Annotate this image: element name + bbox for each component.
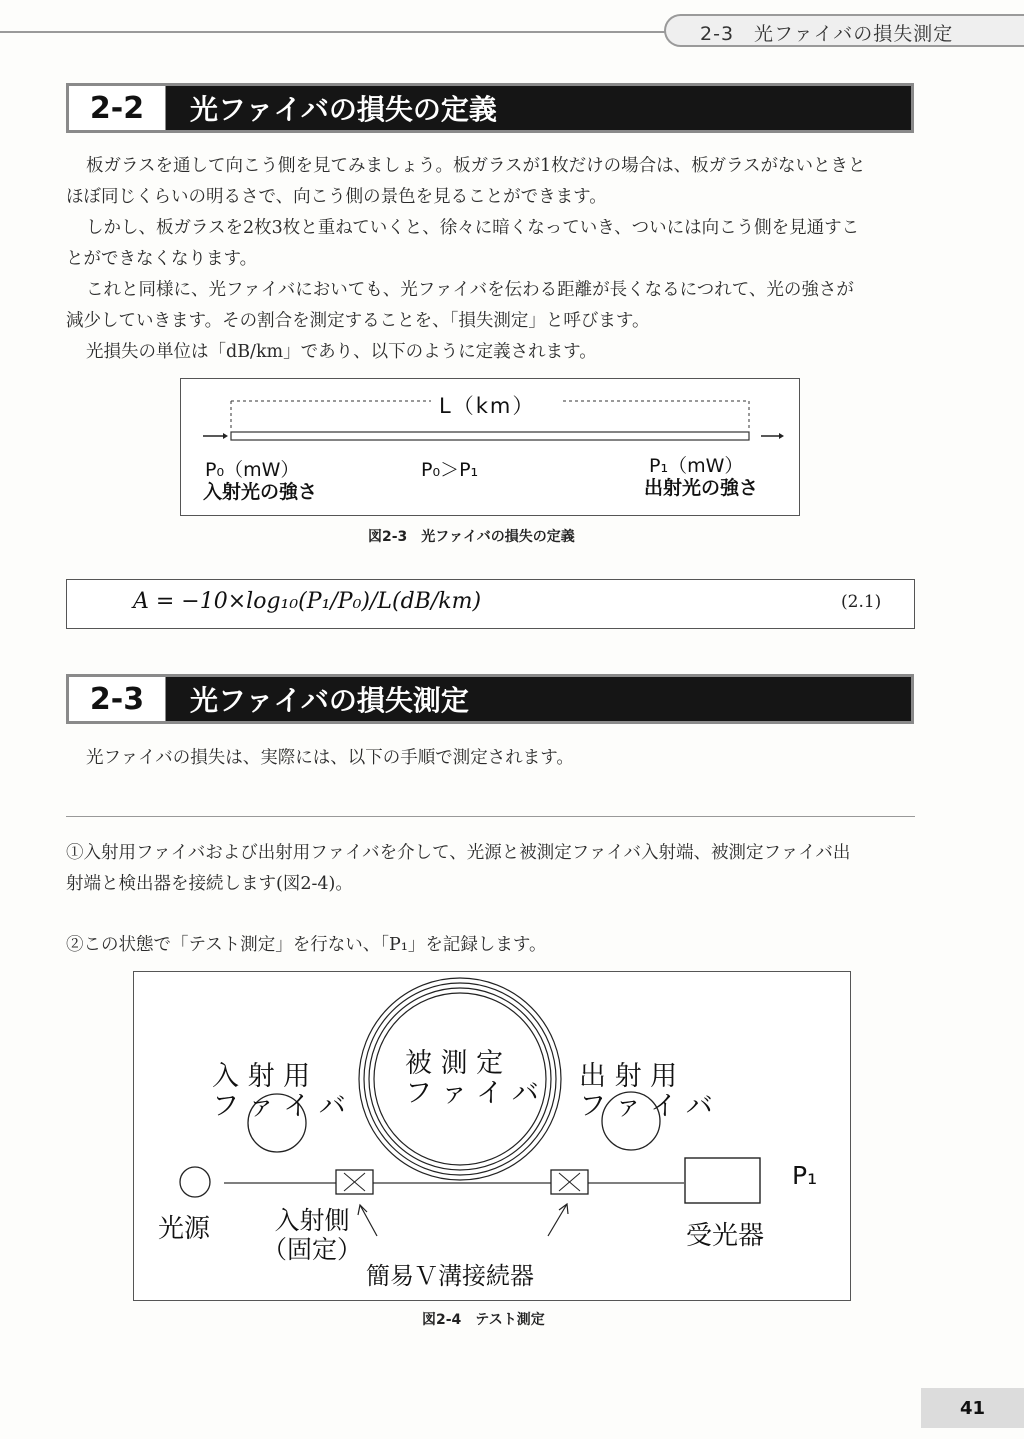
connector-right-icon xyxy=(551,1170,588,1194)
label-line: 被 測 定 xyxy=(405,1048,504,1079)
input-power-label: P₀（mW） xyxy=(205,459,300,481)
section-2-2-body xyxy=(66,151,926,368)
section-title-2-2: 光ファイバの損失の定義 xyxy=(166,83,914,133)
power-relation-label: P₀＞P₁ xyxy=(421,459,479,481)
label-line: フ ァ イ バ xyxy=(405,1078,539,1109)
section-number-2-3: 2-3 xyxy=(66,674,168,724)
paragraph xyxy=(66,275,926,337)
output-fiber-label xyxy=(579,1062,713,1122)
light-source-icon xyxy=(180,1167,210,1197)
paragraph xyxy=(66,213,926,275)
p1-label: P₁ xyxy=(792,1161,818,1190)
label-line: 出 射 用 xyxy=(579,1061,678,1092)
text-line: 減少していきます。その割合を測定することを、「損失測定」と呼びます。 xyxy=(66,311,650,331)
label-line: 入射側 xyxy=(274,1206,350,1235)
formula-box xyxy=(66,579,915,629)
label-line: （固定） xyxy=(262,1235,363,1264)
receiver-icon xyxy=(685,1158,760,1203)
text-line: ①入射用ファイバおよび出射用ファイバを介して、光源と被測定ファイバ入射端、被測定ファイバ出 xyxy=(66,843,851,863)
figure-2-3-caption: 図2-3 光ファイバの損失の定義 xyxy=(368,529,575,545)
step-2: ②この状態で「テスト測定」を行ない、「P₁」を記録します。 xyxy=(66,935,547,955)
page-number: 41 xyxy=(921,1388,1024,1428)
input-fiber-label xyxy=(212,1062,346,1122)
step-1 xyxy=(66,838,926,900)
text-line: 板ガラスを通して向こう側を見てみましょう。板ガラスが1枚だけの場合は、板ガラスがないときと xyxy=(86,156,866,176)
section-title-2-3: 光ファイバの損失測定 xyxy=(166,674,914,724)
figure-2-4-caption: 図2-4 テスト測定 xyxy=(422,1312,545,1328)
connector-left-icon xyxy=(336,1170,373,1194)
text-line: しかし、板ガラスを2枚3枚と重ねていくと、徐々に暗くなっていき、ついには向こう側を見通すこ xyxy=(86,218,860,238)
label-line: 入 射 用 xyxy=(212,1061,311,1092)
figure-2-3 xyxy=(180,378,800,516)
output-power-label: P₁（mW） xyxy=(649,455,744,477)
divider-line xyxy=(66,816,915,817)
label-line: フ ァ イ バ xyxy=(579,1091,713,1122)
section-number-2-2: 2-2 xyxy=(66,83,168,133)
pointer-arrow-right-icon xyxy=(548,1204,568,1236)
figure-2-4 xyxy=(133,971,851,1301)
connector-label: 簡易Ｖ溝接続器 xyxy=(366,1262,534,1290)
text-line: 光損失の単位は「dB/km」であり、以下のように定義されます。 xyxy=(86,342,597,362)
length-label: L（km） xyxy=(439,394,536,418)
paragraph xyxy=(66,151,926,213)
formula-text: A = −10×log₁₀(P₁/P₀)/L(dB/km) xyxy=(133,589,482,614)
section-2-3-intro: 光ファイバの損失は、実際には、以下の手順で測定されます。 xyxy=(86,748,574,768)
text-line: これと同様に、光ファイバにおいても、光ファイバを伝わる距離が長くなるにつれて、光の強さが xyxy=(86,280,854,300)
text-line: 射端と検出器を接続します(図2-4)。 xyxy=(66,874,353,894)
input-side-label xyxy=(262,1206,362,1264)
receiver-label: 受光器 xyxy=(686,1221,765,1251)
text-line: ほぼ同じくらいの明るさで、向こう側の景色を見ることができます。 xyxy=(66,187,607,207)
input-light-label: 入射光の強さ xyxy=(203,481,318,503)
text-line: とができなくなります。 xyxy=(66,249,258,269)
measured-fiber-label xyxy=(405,1049,539,1109)
output-light-label: 出射光の強さ xyxy=(644,477,759,499)
label-line: フ ァ イ バ xyxy=(212,1091,346,1122)
paragraph xyxy=(66,337,926,368)
light-source-label: 光源 xyxy=(158,1214,211,1244)
fiber-shape xyxy=(231,432,749,440)
header-rule xyxy=(0,31,670,33)
running-header-title: 2-3 光ファイバの損失測定 xyxy=(700,23,954,45)
formula-number: (2.1) xyxy=(841,592,882,612)
